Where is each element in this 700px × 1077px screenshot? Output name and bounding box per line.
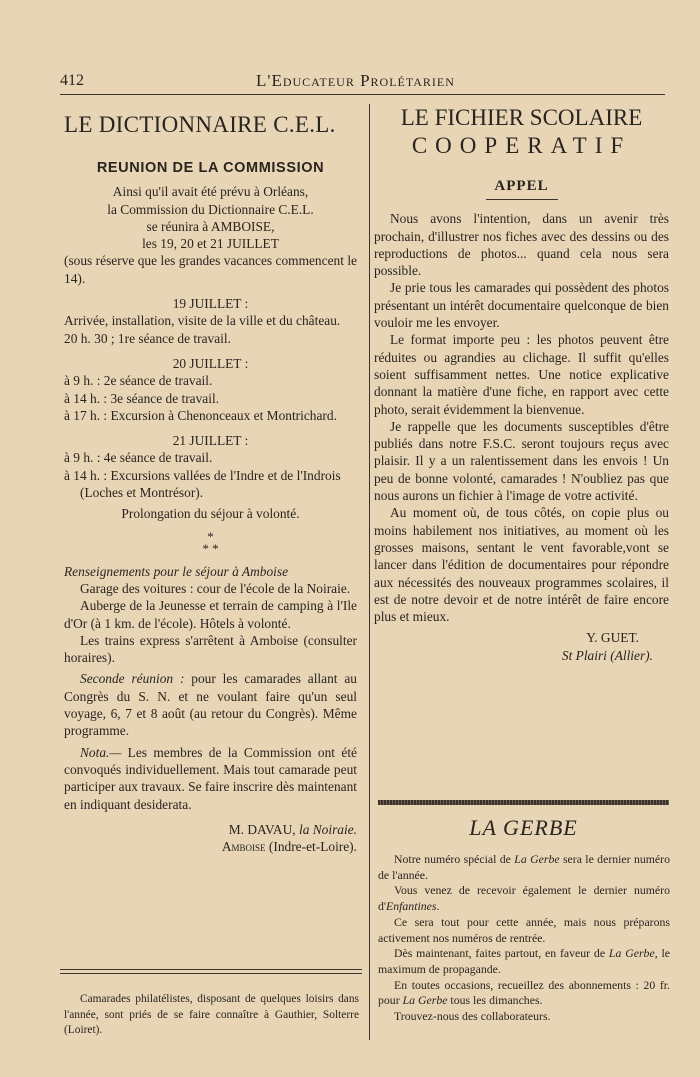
philatelie-note: Camarades philatélistes, disposant de quelques loisirs dans l'année, sont priés de se faire connaître à Gauthier, Solterre (Loiret). <box>64 993 359 1036</box>
fichier-paragraph: Je prie tous les camarades qui possèdent des photos présentant un intérêt documentaire quelconque de bien vouloir me les envoyer. <box>374 280 669 331</box>
article-title: LE FICHIER SCOLAIRE <box>400 105 643 130</box>
seconde-label: Seconde réunion : <box>80 671 185 687</box>
signature-place: la Noiraie. <box>298 821 357 837</box>
schedule-item: 20 h. 30 ; 1re séance de travail. <box>64 330 231 346</box>
fichier-article <box>374 104 669 664</box>
fichier-signature: Y. GUET. <box>586 630 639 646</box>
fichier-paragraph: Au moment où, de tous côtés, on copie plus ou moins habilement nos initiatives, au moment où les grosses maisons, sentant le vent favorable,vont se lancer dans l'édition de documentaires pour répondre aux nécessités des nouveaux programmes scolaires, il est de notre devoir et de notre intérêt de faire encore plus et mieux. <box>374 505 669 625</box>
schedule-item: à 17 h. : Excursion à Chenonceaux et Montrichard. <box>64 407 337 423</box>
fichier-signature-place: St Plairi (Allier). <box>561 647 653 663</box>
dictionnaire-signature <box>64 821 357 856</box>
fichier-paragraph: Je rappelle que les documents susceptibles d'être publiés dans notre F.S.C. seront toujours reçus avec plaisir. Il y a un ralentissement dans les envois ! Un peu de bonne volonté, camarades ! N'oubliez pas que nous aurons un fichier à l'image de votre activité. <box>374 418 669 504</box>
gerbe-paragraph: Notre numéro spécial de La Gerbe sera le dernier numéro de l'année. <box>378 852 670 882</box>
gerbe-paragraph: Trouvez-nous des collaborateurs. <box>394 1009 551 1024</box>
signature-dept: (Indre-et-Loire). <box>265 839 357 855</box>
article-title-line2: COOPERATIF <box>411 133 632 158</box>
day-heading: 21 JUILLET : <box>172 433 249 449</box>
intro-line: Ainsi qu'il avait été prévu à Orléans, <box>112 184 309 200</box>
fichier-paragraph: Nous avons l'intention, dans un avenir très prochain, d'illustrer nos fiches avec des dessins ou des reproductions de photos... quand cela nous sera possible. <box>374 211 669 279</box>
schedule-item: à 14 h. : Excursions vallées de l'Indre et de l'Indrois (Loches et Montrésor). <box>64 467 341 501</box>
renseignement-item: Garage des voitures : cour de l'école de la Noiraie. <box>80 580 351 596</box>
article-subtitle: REUNION DE LA COMMISSION <box>96 160 325 176</box>
signature-city: Amboise <box>221 839 266 855</box>
separator-rule <box>60 969 362 970</box>
seconde-reunion <box>64 670 357 739</box>
prolongation: Prolongation du séjour à volonté. <box>121 506 300 522</box>
renseignements-title: Renseignements pour le séjour à Amboise <box>64 563 289 579</box>
schedule-item: à 14 h. : 3e séance de travail. <box>64 390 220 406</box>
signature-name: M. DAVAU, <box>228 821 299 837</box>
gerbe-paragraph: En toutes occasions, recueillez des abonnements : 20 fr. pour La Gerbe tous les dimanches. <box>378 977 670 1008</box>
nota <box>64 744 357 813</box>
renseignement-item: Les trains express s'arrêtent à Amboise (consulter horaires). <box>64 632 357 666</box>
nota-label: Nota.— <box>80 744 122 760</box>
renseignement-item: Auberge de la Jeunesse et terrain de camping à l'Ile d'Or (à 1 km. de l'école). Hôtels à volonté. <box>64 598 357 631</box>
schedule-item: à 9 h. : 2e séance de travail. <box>64 373 213 389</box>
gerbe-paragraph: Vous venez de recevoir également le dernier numéro d'Enfantines. <box>378 883 670 914</box>
article-title: LE DICTIONNAIRE C.E.L. <box>64 112 336 137</box>
intro-line: (sous réserve que les grandes vacances commencent le 14). <box>64 253 357 286</box>
gerbe-separator <box>378 800 669 805</box>
day-heading: 20 JUILLET : <box>172 355 249 371</box>
appel-rule <box>486 199 558 200</box>
gerbe-paragraph: Dès maintenant, faites partout, en faveur de La Gerbe, le maximum de propagande. <box>378 946 670 976</box>
running-header <box>60 70 665 94</box>
fichier-paragraph: Le format importe peu : les photos peuvent être réduites ou agrandies au clichage. Il suffit qu'elles soient suffisamment nettes. Une notice explicative donnant la matière d'une fiche, en rapport avec cette photo, serait évidemment la bienvenue. <box>374 332 669 417</box>
intro-line: se réunira à AMBOISE, <box>146 218 275 234</box>
asterism: * * * <box>202 528 219 556</box>
intro-line: les 19, 20 et 21 JUILLET <box>142 236 279 252</box>
header-rule <box>60 94 665 95</box>
schedule-item: Arrivée, installation, visite de la ville et du château. <box>64 313 341 329</box>
column-rule <box>369 104 370 1040</box>
gerbe-title: LA GERBE <box>469 815 578 840</box>
gerbe-article <box>378 852 670 1025</box>
intro-line: la Commission du Dictionnaire C.E.L. <box>107 201 314 217</box>
gerbe-paragraph: Ce sera tout pour cette année, mais nous préparons activement nos numéros de rentrée. <box>378 914 670 945</box>
separator-rule <box>60 973 362 974</box>
schedule-item: à 9 h. : 4e séance de travail. <box>64 450 213 466</box>
seconde-text: pour les camarades allant au Congrès du S. N. et ne voulant faire qu'un seul voyage, 6, 7 et 8 août (au retour du Congrès). Même programme. <box>64 671 357 739</box>
nota-text: Les membres de la Commission ont été convoqués individuellement. Mais tout camarade peut participer aux travaux. Se faire inscrire dès maintenant en indiquant desiderata. <box>64 744 357 812</box>
page-number: 412 <box>60 72 84 89</box>
day-heading: 19 JUILLET : <box>172 296 249 312</box>
appel-heading: APPEL <box>494 178 549 194</box>
dictionnaire-article <box>64 110 357 855</box>
journal-title: L'Educateur Prolétarien <box>256 71 455 90</box>
